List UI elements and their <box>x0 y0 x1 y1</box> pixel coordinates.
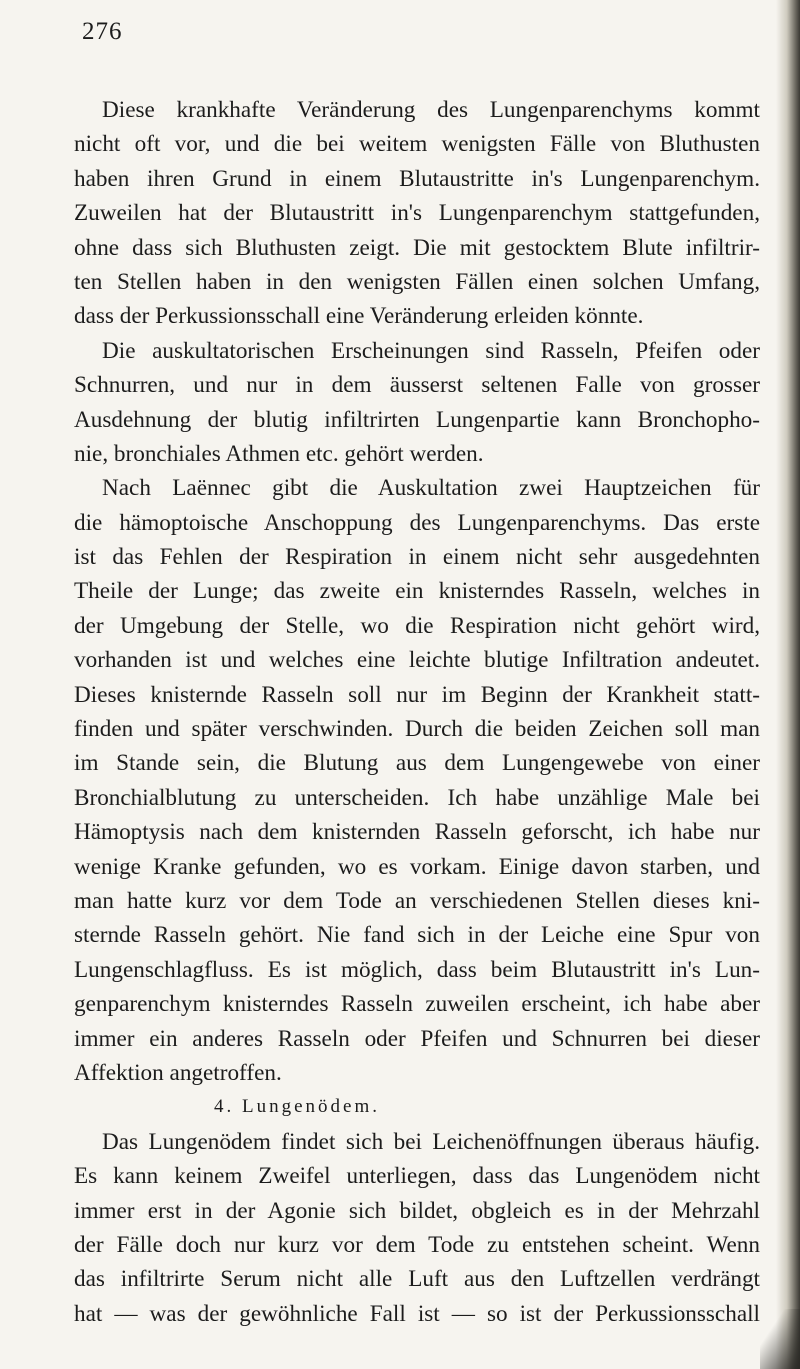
text-line: Ausdehnung der blutig infiltrirten Lungenpartie kann Bronchopho- <box>74 406 760 433</box>
text-line: ten Stellen haben in den wenigsten Fällen einen solchen Umfang, <box>74 268 760 295</box>
text-line: finden und später verschwinden. Durch die beiden Zeichen soll man <box>74 716 760 743</box>
scan-edge-shadow <box>776 0 800 1369</box>
text-line: nicht oft vor, und die bei weitem wenigsten Fälle von Bluthusten <box>74 131 760 158</box>
text-line: sternde Rasseln gehört. Nie fand sich in der Leiche eine Spur von <box>74 922 760 949</box>
text-line: Die auskultatorischen Erscheinungen sind Rasseln, Pfeifen oder <box>102 337 760 364</box>
scan-corner-shadow <box>760 1309 800 1369</box>
text-line: Hämoptysis nach dem knisternden Rasseln geforscht, ich habe nur <box>74 819 760 846</box>
text-line: immer ein anderes Rasseln oder Pfeifen und Schnurren bei dieser <box>74 1025 760 1052</box>
text-line: Das Lungenödem findet sich bei Leichenöffnungen überaus häufig. <box>102 1128 760 1155</box>
text-line: wenige Kranke gefunden, wo es vorkam. Einige davon starben, und <box>74 853 760 880</box>
text-line: Dieses knisternde Rasseln soll nur im Beginn der Krankheit statt- <box>74 681 760 708</box>
page-number: 276 <box>82 18 123 45</box>
text-line: Bronchialblutung zu unterscheiden. Ich habe unzählige Male bei <box>74 784 760 811</box>
text-line: Nach Laënnec gibt die Auskultation zwei Hauptzeichen für <box>102 475 760 502</box>
text-line: der Fälle doch nur kurz vor dem Tode zu entstehen scheint. Wenn <box>74 1231 760 1258</box>
text-line: Zuweilen hat der Blutaustritt in's Lungenparenchym stattgefunden, <box>74 200 760 227</box>
text-line: dass der Perkussionsschall eine Veränderung erleiden könnte. <box>74 303 644 330</box>
text-line: nie, bronchiales Athmen etc. gehört werden. <box>74 440 484 467</box>
text-line: der Umgebung der Stelle, wo die Respiration nicht gehört wird, <box>74 612 760 639</box>
text-line: im Stande sein, die Blutung aus dem Lungengewebe von einer <box>74 750 760 777</box>
text-line: man hatte kurz vor dem Tode an verschiedenen Stellen dieses kni- <box>74 887 760 914</box>
text-line: hat — was der gewöhnliche Fall ist — so ist der Perkussionsschall <box>74 1300 760 1327</box>
text-line: Affektion angetroffen. <box>74 1059 282 1086</box>
text-line: genparenchym knisterndes Rasseln zuweilen erscheint, ich habe aber <box>74 991 760 1018</box>
text-line: Es kann keinem Zweifel unterliegen, dass das Lungenödem nicht <box>74 1163 760 1190</box>
text-line: die hämoptoische Anschoppung des Lungenparenchyms. Das erste <box>74 509 760 536</box>
text-line: haben ihren Grund in einem Blutaustritte in's Lungenparenchym. <box>74 165 760 192</box>
text-line: ist das Fehlen der Respiration in einem nicht sehr ausgedehnten <box>74 544 760 571</box>
text-line: ohne dass sich Bluthusten zeigt. Die mit gestocktem Blute infiltrir- <box>74 234 760 261</box>
text-line: vorhanden ist und welches eine leichte blutige Infiltration andeutet. <box>74 647 760 674</box>
text-line: Diese krankhafte Veränderung des Lungenparenchyms kommt <box>102 97 760 123</box>
text-line: Lungenschlagfluss. Es ist möglich, dass beim Blutaustritt in's Lun- <box>74 956 760 983</box>
text-line: das infiltrirte Serum nicht alle Luft aus den Luftzellen verdrängt <box>74 1266 760 1293</box>
section-heading: 4. Lungenödem. <box>214 1096 381 1118</box>
text-line: Theile der Lunge; das zweite ein knisterndes Rasseln, welches in <box>74 578 760 605</box>
text-line: Schnurren, und nur in dem äusserst seltenen Falle von grosser <box>74 372 760 399</box>
text-line: immer erst in der Agonie sich bildet, obgleich es in der Mehrzahl <box>74 1197 760 1224</box>
body-text <box>74 93 760 1331</box>
